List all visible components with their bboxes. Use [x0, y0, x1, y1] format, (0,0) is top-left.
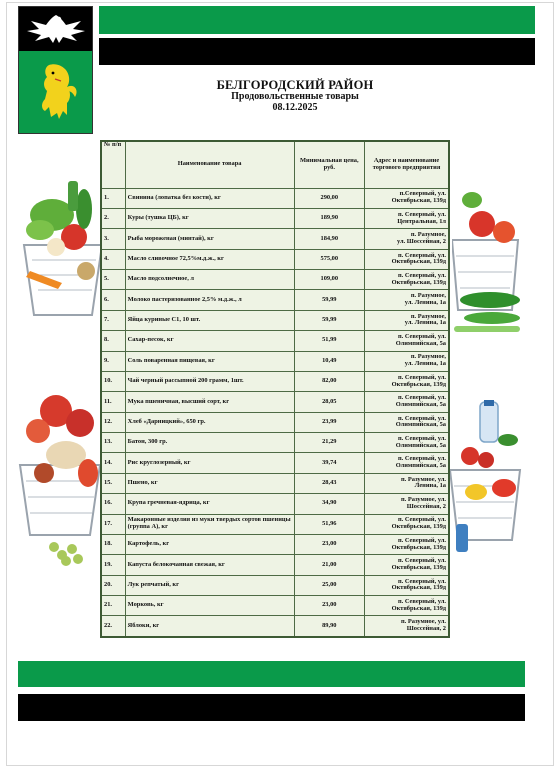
row-number: 1.: [101, 188, 125, 208]
row-number: 5.: [101, 270, 125, 290]
row-number: 11.: [101, 392, 125, 412]
store-address-line1: п. Северный, ул.: [397, 414, 446, 422]
column-header-price: Минимальная цена, руб.: [294, 141, 364, 188]
coat-of-arms-icon: [18, 6, 93, 134]
table-row: [101, 392, 449, 412]
store-address-line1: п. Северный, ул.: [397, 577, 446, 585]
product-name: Батон, 300 гр.: [125, 433, 294, 453]
store-address: [364, 616, 449, 637]
store-address: [364, 229, 449, 249]
store-address-line1: п. Разумное, ул.: [400, 496, 446, 504]
right-grocery-basket-lower-icon: [450, 400, 522, 560]
store-address-line1: п. Северный, ул.: [397, 210, 446, 218]
product-name: Рыба мороженая (минтай), кг: [125, 229, 294, 249]
row-number: 17.: [101, 514, 125, 534]
product-name: Яблоки, кг: [125, 616, 294, 637]
store-address-line1: п. Северный, ул.: [397, 597, 446, 605]
document-heading: [170, 79, 420, 113]
min-price: 23,99: [294, 412, 364, 432]
store-address-line2: Шоссейная, 2: [406, 625, 446, 633]
table-row: [101, 433, 449, 453]
store-address-line1: п. Северный, ул.: [397, 394, 446, 402]
table-row: [101, 229, 449, 249]
product-name: Свинина (лопатка без кости), кг: [125, 188, 294, 208]
table-row: [101, 270, 449, 290]
store-address-line2: ул. Шоссейная, 2: [396, 237, 446, 245]
min-price: 51,99: [294, 331, 364, 351]
table-row: [101, 534, 449, 554]
store-address: [364, 473, 449, 493]
row-number: 6.: [101, 290, 125, 310]
table-row: [101, 290, 449, 310]
min-price: 51,96: [294, 514, 364, 534]
product-name: Капуста белокочанная свежая, кг: [125, 555, 294, 575]
min-price: 34,90: [294, 494, 364, 514]
store-address-line2: Октябрьская, 139д: [391, 523, 446, 531]
document-date: 08.12.2025: [272, 101, 318, 113]
store-address: [364, 596, 449, 616]
table-row: [101, 575, 449, 595]
store-address-line1: п. Северный, ул.: [397, 557, 446, 565]
product-name: Морковь, кг: [125, 596, 294, 616]
bottom-green-band: [18, 661, 525, 687]
store-address: [364, 453, 449, 473]
store-address-line2: Октябрьская, 139д: [391, 197, 446, 205]
store-address-line2: Олимпийская, 5а: [395, 400, 446, 408]
min-price: 189,90: [294, 208, 364, 228]
store-address-line2: Олимпийская, 5а: [395, 441, 446, 449]
price-table: [100, 140, 450, 638]
table-row: [101, 371, 449, 391]
store-address-line1: п. Северный, ул.: [397, 434, 446, 442]
min-price: 109,00: [294, 270, 364, 290]
store-address-line2: Октябрьская, 139д: [391, 604, 446, 612]
min-price: 575,00: [294, 249, 364, 269]
store-address-line1: п. Разумное, ул.: [400, 618, 446, 626]
store-address: [364, 249, 449, 269]
row-number: 7.: [101, 310, 125, 330]
product-name: Крупа гречневая-ядрица, кг: [125, 494, 294, 514]
product-name: Соль поваренная пищевая, кг: [125, 351, 294, 371]
min-price: 89,90: [294, 616, 364, 637]
table-row: [101, 473, 449, 493]
product-name: Рис круглозерный, кг: [125, 453, 294, 473]
top-green-band: [99, 6, 535, 34]
store-address-line1: п. Северный, ул.: [397, 516, 446, 524]
store-address: [364, 331, 449, 351]
row-number: 2.: [101, 208, 125, 228]
district-title: БЕЛГОРОДСКИЙ РАЙОН: [216, 78, 374, 92]
left-grocery-basket-icon: [22, 175, 104, 325]
row-number: 22.: [101, 616, 125, 637]
store-address-line1: п. Разумное,: [410, 231, 446, 239]
table-row: [101, 310, 449, 330]
min-price: 39,74: [294, 453, 364, 473]
store-address-line1: п. Северный, ул.: [397, 271, 446, 279]
store-address: [364, 392, 449, 412]
store-address: [364, 494, 449, 514]
store-address-line2: Олимпийская, 5а: [395, 421, 446, 429]
store-address-line2: Ленина, 1а: [414, 482, 446, 490]
store-address-line2: Октябрьская, 139д: [391, 584, 446, 592]
store-address: [364, 412, 449, 432]
table-row: [101, 351, 449, 371]
table-row: [101, 453, 449, 473]
store-address-line2: Шоссейная, 2: [406, 502, 446, 510]
store-address-line2: ул. Ленина, 1а: [404, 360, 446, 368]
top-black-band: [99, 38, 535, 65]
product-name: Лук репчатый, кг: [125, 575, 294, 595]
store-address-line1: п. Северный, ул.: [397, 455, 446, 463]
product-name: Макаронные изделия из муки твердых сортов пшеницы (группа А), кг: [125, 514, 294, 534]
store-address: [364, 555, 449, 575]
product-name: Хлеб «Дарницкий», 650 гр.: [125, 412, 294, 432]
product-name: Масло подсолнечное, л: [125, 270, 294, 290]
table-row: [101, 412, 449, 432]
store-address: [364, 270, 449, 290]
row-number: 8.: [101, 331, 125, 351]
store-address: [364, 371, 449, 391]
store-address-line2: Центральная, 1л: [397, 217, 446, 225]
document-subtitle: Продовольственные товары: [231, 91, 359, 103]
row-number: 3.: [101, 229, 125, 249]
bottom-black-band: [18, 694, 525, 721]
min-price: 28,43: [294, 473, 364, 493]
product-name: Картофель, кг: [125, 534, 294, 554]
right-grocery-basket-icon: [452, 180, 522, 340]
store-address: [364, 310, 449, 330]
store-address-line2: Октябрьская, 139д: [391, 543, 446, 551]
table-row: [101, 616, 449, 637]
store-address-line2: ул. Ленина, 1а: [404, 319, 446, 327]
min-price: 25,00: [294, 575, 364, 595]
store-address: [364, 351, 449, 371]
store-address-line1: п. Северный, ул.: [397, 373, 446, 381]
min-price: 21,00: [294, 555, 364, 575]
column-header-number: № п/п: [101, 141, 125, 188]
table-row: [101, 494, 449, 514]
row-number: 13.: [101, 433, 125, 453]
store-address: [364, 290, 449, 310]
store-address-line1: п. Северный, ул.: [397, 251, 446, 259]
column-header-name: Наименование товара: [125, 141, 294, 188]
row-number: 10.: [101, 371, 125, 391]
product-name: Мука пшеничная, высший сорт, кг: [125, 392, 294, 412]
product-name: Куры (тушка ЦБ), кг: [125, 208, 294, 228]
store-address: [364, 433, 449, 453]
table-row: [101, 596, 449, 616]
store-address-line2: Олимпийская, 5а: [395, 462, 446, 470]
min-price: 28,05: [294, 392, 364, 412]
min-price: 21,29: [294, 433, 364, 453]
store-address-line1: п. Разумное,: [410, 353, 446, 361]
min-price: 10,49: [294, 351, 364, 371]
row-number: 9.: [101, 351, 125, 371]
row-number: 14.: [101, 453, 125, 473]
row-number: 21.: [101, 596, 125, 616]
store-address-line2: Олимпийская, 5а: [395, 339, 446, 347]
store-address-line1: п. Разумное,: [410, 312, 446, 320]
store-address: [364, 575, 449, 595]
store-address-line2: Октябрьская, 139д: [391, 563, 446, 571]
min-price: 59,99: [294, 290, 364, 310]
min-price: 290,00: [294, 188, 364, 208]
store-address: [364, 534, 449, 554]
store-address: [364, 514, 449, 534]
store-address: [364, 208, 449, 228]
row-number: 20.: [101, 575, 125, 595]
left-grocery-basket-lower-icon: [16, 385, 106, 575]
table-row: [101, 331, 449, 351]
table-row: [101, 555, 449, 575]
store-address-line1: п.Северный, ул.: [399, 190, 446, 198]
row-number: 16.: [101, 494, 125, 514]
row-number: 4.: [101, 249, 125, 269]
store-address-line2: Октябрьская, 139д: [391, 278, 446, 286]
store-address-line1: п. Разумное,: [410, 292, 446, 300]
row-number: 12.: [101, 412, 125, 432]
store-address-line1: п. Разумное, ул.: [400, 475, 446, 483]
store-address-line1: п. Северный, ул.: [397, 333, 446, 341]
product-name: Сахар-песок, кг: [125, 331, 294, 351]
min-price: 82,00: [294, 371, 364, 391]
product-name: Пшено, кг: [125, 473, 294, 493]
product-name: Молоко пастеризованное 2,5% м.д.ж., л: [125, 290, 294, 310]
table-row: [101, 249, 449, 269]
row-number: 18.: [101, 534, 125, 554]
table-header-row: [101, 141, 449, 188]
product-name: Яйца куриные С1, 10 шт.: [125, 310, 294, 330]
row-number: 19.: [101, 555, 125, 575]
row-number: 15.: [101, 473, 125, 493]
product-name: Чай черный рассыпной 200 грамм, 1шт.: [125, 371, 294, 391]
store-address-line2: ул. Ленина, 1а: [404, 299, 446, 307]
column-header-address: Адрес и наименование торгового предприятия: [364, 141, 449, 188]
table-row: [101, 188, 449, 208]
table-row: [101, 208, 449, 228]
min-price: 23,00: [294, 596, 364, 616]
product-name: Масло сливочное 72,5%м.д.ж., кг: [125, 249, 294, 269]
store-address-line2: Октябрьская, 139д: [391, 258, 446, 266]
store-address-line2: Октябрьская, 139д: [391, 380, 446, 388]
min-price: 184,90: [294, 229, 364, 249]
min-price: 59,99: [294, 310, 364, 330]
store-address-line1: п. Северный, ул.: [397, 536, 446, 544]
table-row: [101, 514, 449, 534]
min-price: 23,00: [294, 534, 364, 554]
store-address: [364, 188, 449, 208]
